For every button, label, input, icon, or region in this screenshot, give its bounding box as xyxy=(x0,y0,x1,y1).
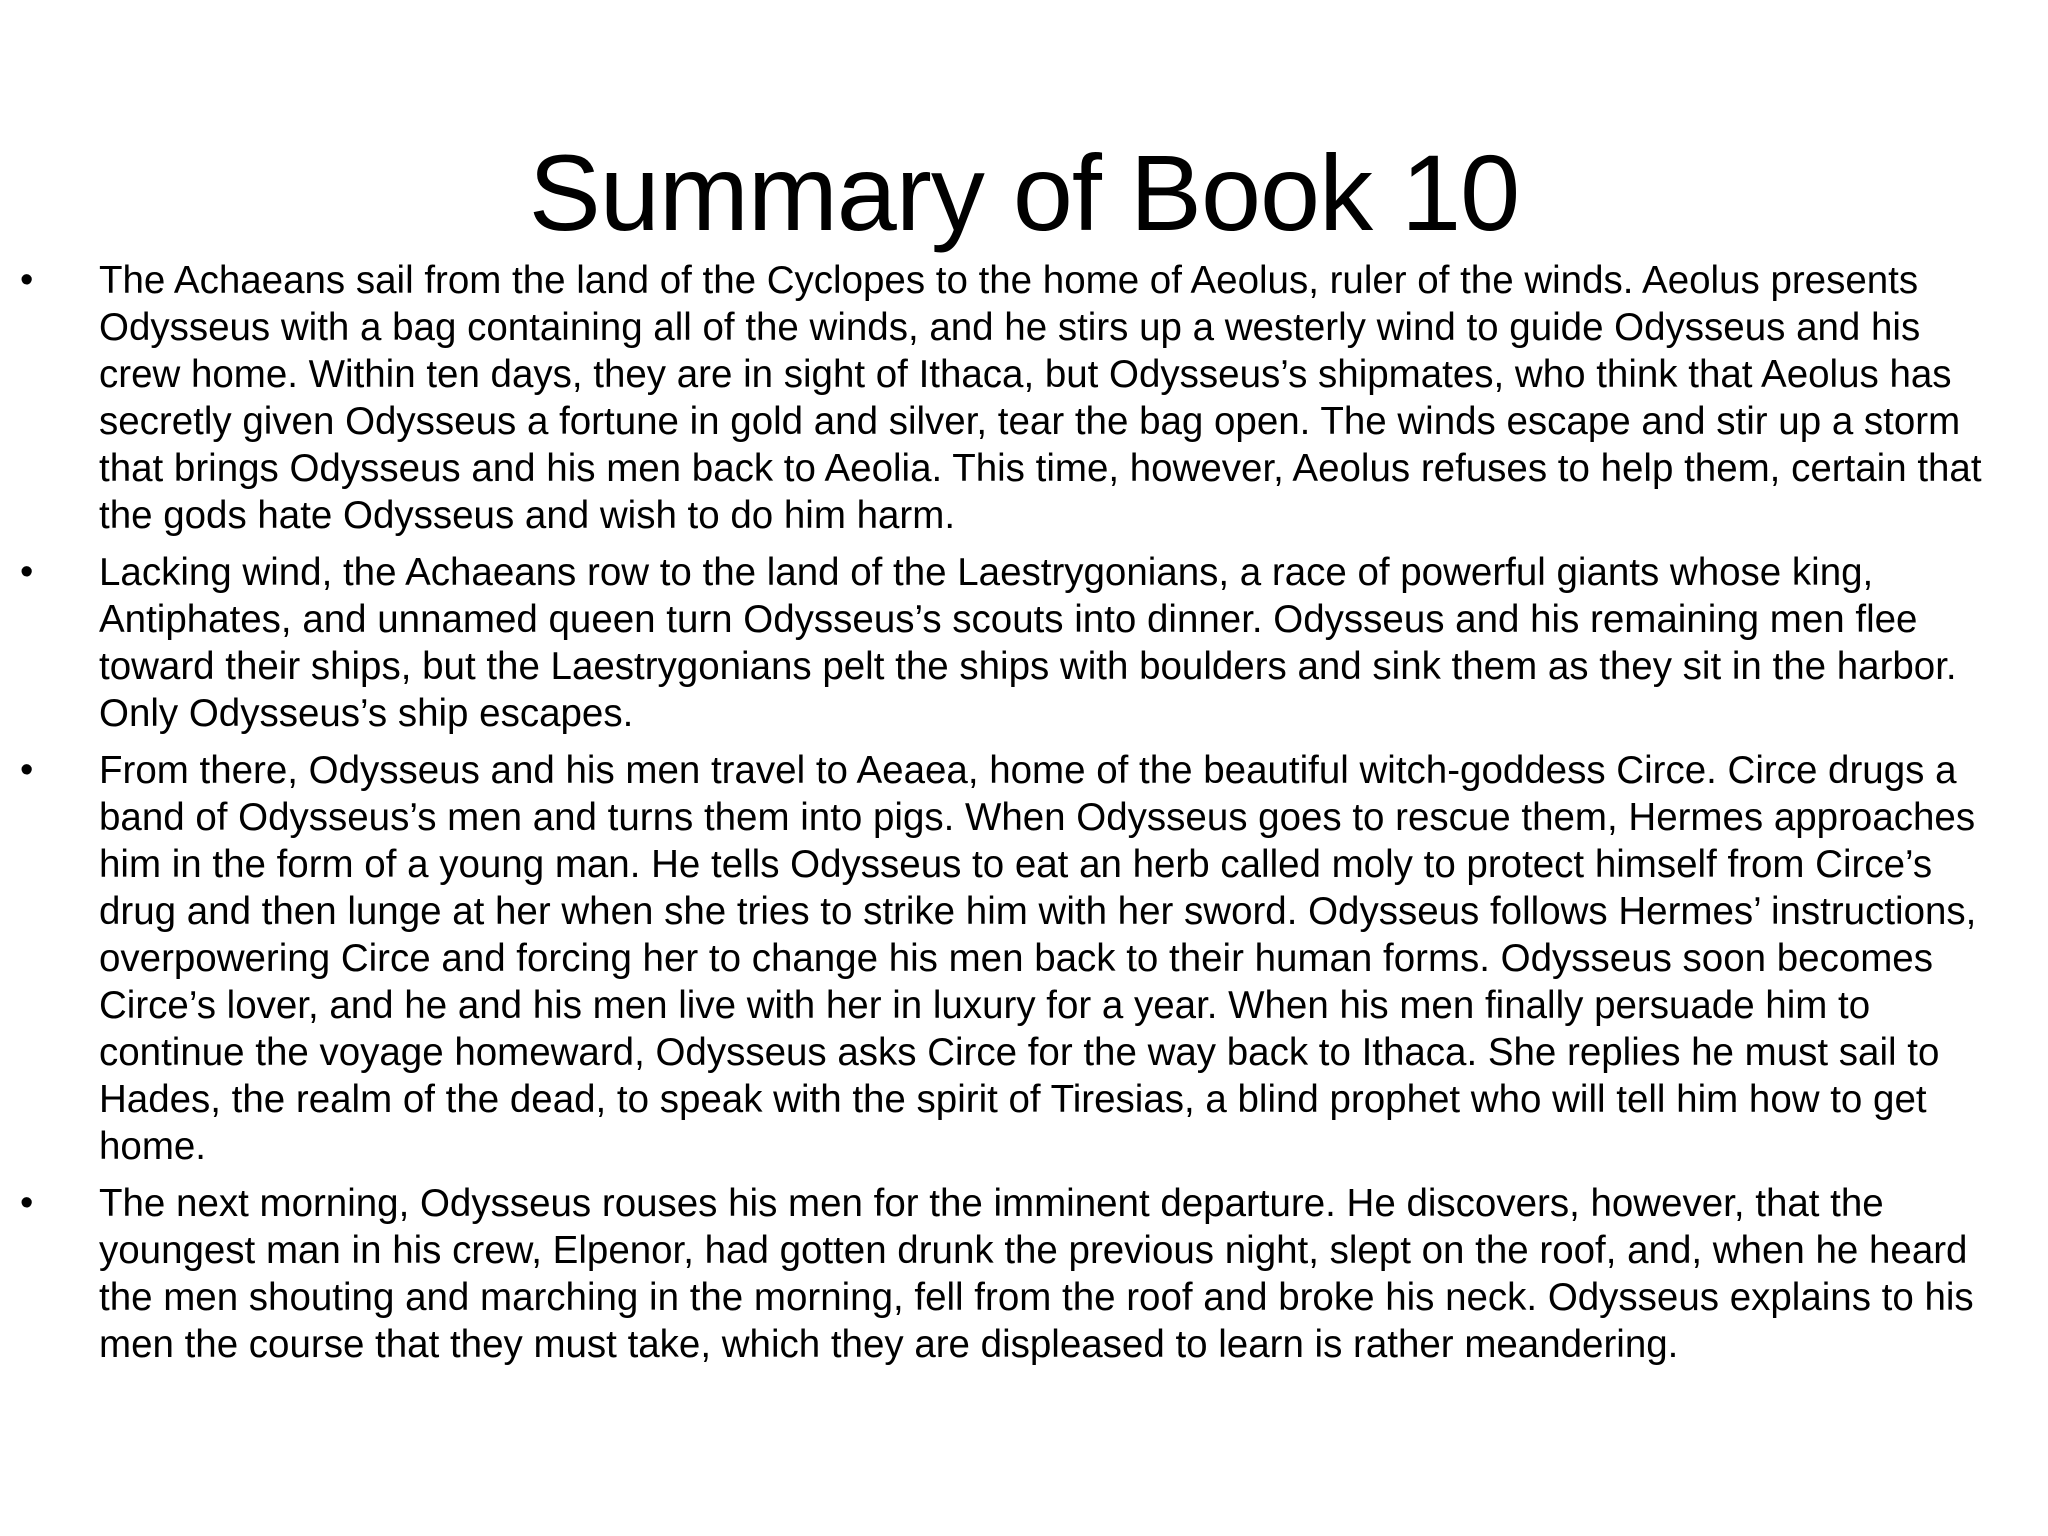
bullet-item-4 xyxy=(20,1180,2010,1368)
bullet-item-3 xyxy=(20,747,2010,1170)
bullet-icon: • xyxy=(20,551,34,593)
bullet-icon: • xyxy=(20,1182,34,1224)
bullet-item-1 xyxy=(20,257,2010,539)
bullet-icon: • xyxy=(20,259,34,301)
bullet-icon: • xyxy=(20,749,34,791)
slide-title: Summary of Book 10 xyxy=(528,132,1520,253)
bullet-list xyxy=(20,257,2010,1378)
bullet-text-4: The next morning, Odysseus rouses his men for the imminent departure. He discovers, however, that the youngest man in his crew, Elpenor, had gotten drunk the previous night, slept on the roof, and, when he heard the men shouting and marching in the morning, fell from the roof and broke his neck. Odysseus explains to his men the course that they must take, which they are displeased to learn is rather meandering. xyxy=(99,1182,1974,1366)
bullet-item-2 xyxy=(20,549,2010,737)
bullet-text-3: From there, Odysseus and his men travel to Aeaea, home of the beautiful witch-goddess Circe. Circe drugs a band of Odysseus’s men and turns them into pigs. When Odysseus goes to rescue them, Hermes approaches him in the form of a young man. He tells Odysseus to eat an herb called moly to protect himself from Circe’s drug and then lunge at her when she tries to strike him with her sword. Odysseus follows Hermes’ instructions, overpowering Circe and forcing her to change his men back to their human forms. Odysseus soon becomes Circe’s lover, and he and his men live with her in luxury for a year. When his men finally persuade him to continue the voyage homeward, Odysseus asks Circe for the way back to Ithaca. She replies he must sail to Hades, the realm of the dead, to speak with the spirit of Tiresias, a blind prophet who will tell him how to get home. xyxy=(99,749,1977,1168)
bullet-text-2: Lacking wind, the Achaeans row to the land of the Laestrygonians, a race of powerful giants whose king, Antiphates, and unnamed queen turn Odysseus’s scouts into dinner. Odysseus and his remaining men flee toward their ships, but the Laestrygonians pelt the ships with boulders and sink them as they sit in the harbor. Only Odysseus’s ship escapes. xyxy=(99,551,1957,735)
bullet-text-1: The Achaeans sail from the land of the Cyclopes to the home of Aeolus, ruler of the winds. Aeolus presents Odysseus with a bag containing all of the winds, and he stirs up a westerly wind to guide Odysseus and his crew home. Within ten days, they are in sight of Ithaca, but Odysseus’s shipmates, who think that Aeolus has secretly given Odysseus a fortune in gold and silver, tear the bag open. The winds escape and stir up a storm that brings Odysseus and his men back to Aeolia. This time, however, Aeolus refuses to help them, certain that the gods hate Odysseus and wish to do him harm. xyxy=(99,259,1982,537)
